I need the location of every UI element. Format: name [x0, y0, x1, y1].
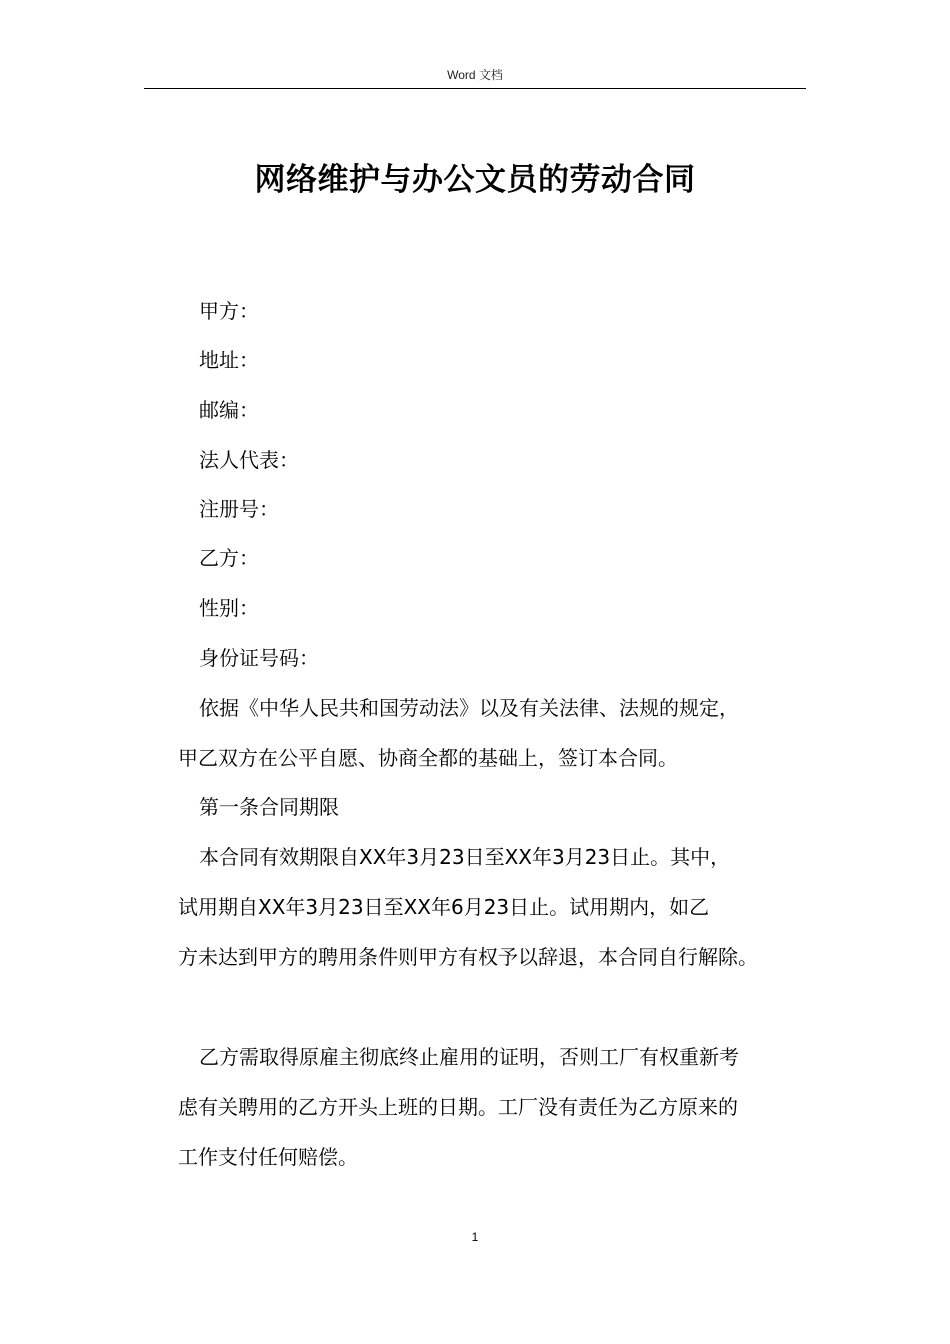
paragraph-3-line-2: 虑有关聘用的乙方开头上班的日期。工厂没有责任为乙方原来的	[178, 1095, 738, 1119]
paragraph-2-line-2: 试用期自XX年3月23日至XX年6月23日止。试用期内，如乙	[178, 895, 710, 919]
paragraph-3-line-3: 工作支付任何赔偿。	[178, 1145, 358, 1169]
field-reg-no: 注册号：	[199, 497, 279, 521]
field-gender: 性别：	[199, 596, 259, 620]
field-address: 地址：	[199, 348, 259, 372]
document-title: 网络维护与办公文员的劳动合同	[254, 162, 696, 198]
paragraph-2-line-1: 本合同有效期限自XX年3月23日至XX年3月23日止。其中，	[199, 845, 731, 869]
page-number: 1	[471, 1230, 479, 1244]
field-party-a: 甲方：	[199, 299, 259, 323]
paragraph-1-line-2: 甲乙双方在公平自愿、协商全都的基础上，签订本合同。	[178, 746, 678, 770]
paragraph-2-line-3: 方未达到甲方的聘用条件则甲方有权予以辞退，本合同自行解除。	[178, 945, 758, 969]
header-rule	[144, 88, 806, 89]
field-legal-rep: 法人代表：	[199, 448, 299, 472]
field-id-no: 身份证号码：	[199, 646, 319, 670]
field-postcode: 邮编：	[199, 398, 259, 422]
page-header: Word 文档	[447, 68, 503, 82]
field-party-b: 乙方：	[199, 546, 259, 570]
article-1-title: 第一条合同期限	[199, 795, 339, 819]
paragraph-3-line-1: 乙方需取得原雇主彻底终止雇用的证明，否则工厂有权重新考	[199, 1045, 739, 1069]
paragraph-1-line-1: 依据《中华人民共和国劳动法》以及有关法律、法规的规定，	[199, 696, 739, 720]
